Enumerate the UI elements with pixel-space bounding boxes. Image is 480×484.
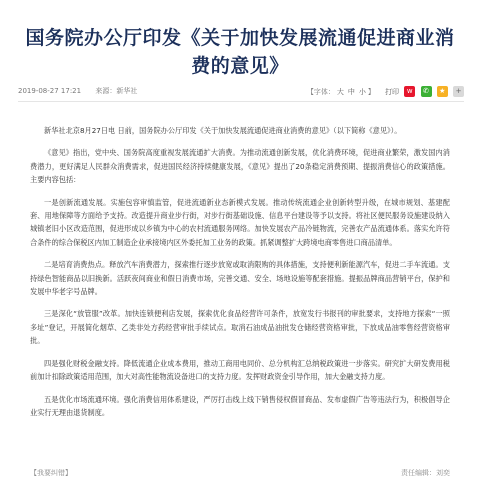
article-body	[30, 124, 450, 428]
font-size-switcher	[307, 87, 375, 97]
font-small-button[interactable]: 小	[358, 87, 366, 96]
paragraph: 三是深化“放管服”改革。加快连锁便利店发展，探索优化食品经营许可条件，放宽发行书报刊的审批要求，支持地方探索“一照多址”登记，开展简化烟草、乙类非处方药经营审批手续试点。取消石油成品油批发仓储经营资格审批，下放成品油零售经营资格审批。	[30, 309, 450, 346]
font-size-label: 【字体：	[306, 87, 335, 96]
error-report-link[interactable]: 【我要纠错】	[30, 469, 72, 477]
qzone-icon[interactable]: ★	[437, 86, 448, 97]
source-label: 来源：	[95, 87, 117, 95]
page-title: 国务院办公厅印发《关于加快发展流通促进商业消费的意见》	[25, 27, 455, 77]
paragraph: 五是优化市场流通环境。强化消费信用体系建设，严厉打击线上线下销售侵权假冒商品、发布虚假广告等违法行为，积极倡导企业实行无理由退货制度。	[30, 394, 450, 417]
weibo-icon[interactable]: w	[404, 86, 415, 97]
editor-label: 责任编辑：	[401, 469, 436, 477]
article-footer	[30, 468, 450, 478]
paragraph: 四是强化财税金融支持。降低流通企业成本费用，推动工商用电同价、总分机构汇总纳税政策进一步落实。研究扩大研发费用税前加计扣除政策适用范围，加大对高性能物流设备进口的支持力度。发挥财政资金引导作用，加大金融支持力度。	[30, 358, 450, 382]
paragraph: 《意见》指出，党中央、国务院高度重视发展流通扩大消费。为推动流通创新发展，优化消费环境，促进商业繁荣，激发国内消费潜力，更好满足人民群众消费需求，促进国民经济持续健康发展，《意见》提出了20条稳定消费预期、提振消费信心的政策措施。主要内容包括：	[30, 148, 450, 185]
wechat-icon[interactable]: ✆	[421, 86, 432, 97]
paragraph: 一是创新流通发展。实施包容审慎监管，促进流通新业态新模式发展。推动传统流通企业创新转型升级，在城市规划、基建配套、用地保障等方面给予支持。改造提升商业步行街，对步行街基础设施、信息平台建设等予以支持。将社区便民服务设施建设纳入城镇老旧小区改造范围，促进形成以乡镇为中心的农村流通服务网络。加快发展农产品冷链物流，完善农产品流通体系。落实允许符合条件的综合保税区内加工制造企业承接境内区外委托加工业务的政策。抓紧调整扩大跨境电商零售进口商品清单。	[30, 197, 450, 247]
paragraph: 新华社北京8月27日电 日前，国务院办公厅印发《关于加快发展流通促进商业消费的意见》（以下简称《意见》）。	[44, 126, 402, 135]
publish-date: 2019-08-27 17:21	[18, 87, 82, 95]
editor-credit	[401, 468, 450, 478]
font-large-button[interactable]: 大	[336, 87, 344, 96]
editor-name: 刘奕	[436, 469, 450, 477]
font-size-close: 】	[367, 87, 375, 96]
paragraph: 二是培育消费热点。释放汽车消费潜力，探索推行逐步放宽或取消限购的具体措施，支持便利新能源汽车，促进二手车流通。支持绿色智能商品以旧换新。活跃夜间商业和假日消费市场，完善交通、安全、场地设施等配套措施。提振品牌商品营销平台，保护和发展中华老字号品牌。	[30, 260, 450, 297]
article-meta	[18, 86, 464, 100]
font-medium-button[interactable]: 中	[347, 87, 355, 96]
source-name: 新华社	[116, 87, 138, 95]
print-button[interactable]: 打印	[385, 87, 400, 96]
divider	[18, 101, 464, 102]
plus-icon[interactable]: +	[453, 86, 464, 97]
toolbar	[307, 86, 464, 97]
